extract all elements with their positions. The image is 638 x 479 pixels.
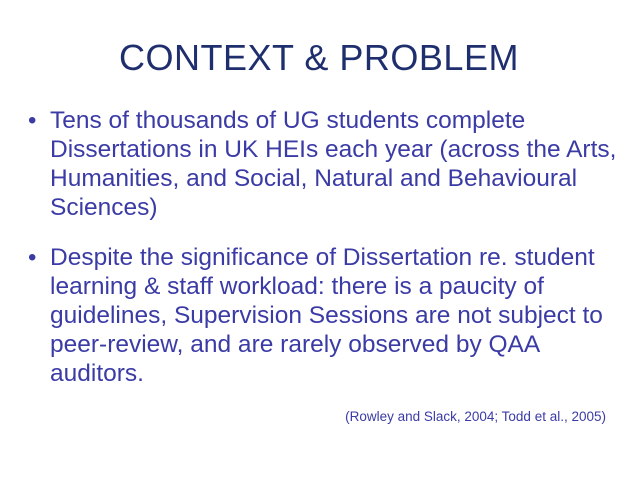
slide-title: CONTEXT & PROBLEM: [119, 37, 519, 78]
bullet-item: [28, 243, 624, 388]
citation: (Rowley and Slack, 2004; Todd et al., 2005): [345, 409, 606, 424]
bullet-marker-icon: •: [28, 107, 37, 134]
bullet-text: Tens of thousands of UG students complete Dissertations in UK HEIs each year (across the Arts, Humanities, and Social, Natural and Behavioural Sciences): [50, 107, 617, 221]
bullet-text: Despite the significance of Dissertation re. student learning & staff workload: there is a paucity of guidelines, Supervision Sessions are not subject to peer-review, and are rarely observed by QAA auditors.: [50, 244, 603, 387]
bullet-marker-icon: •: [28, 244, 37, 271]
bullet-item: [28, 106, 624, 222]
bullet-list: [28, 106, 624, 388]
